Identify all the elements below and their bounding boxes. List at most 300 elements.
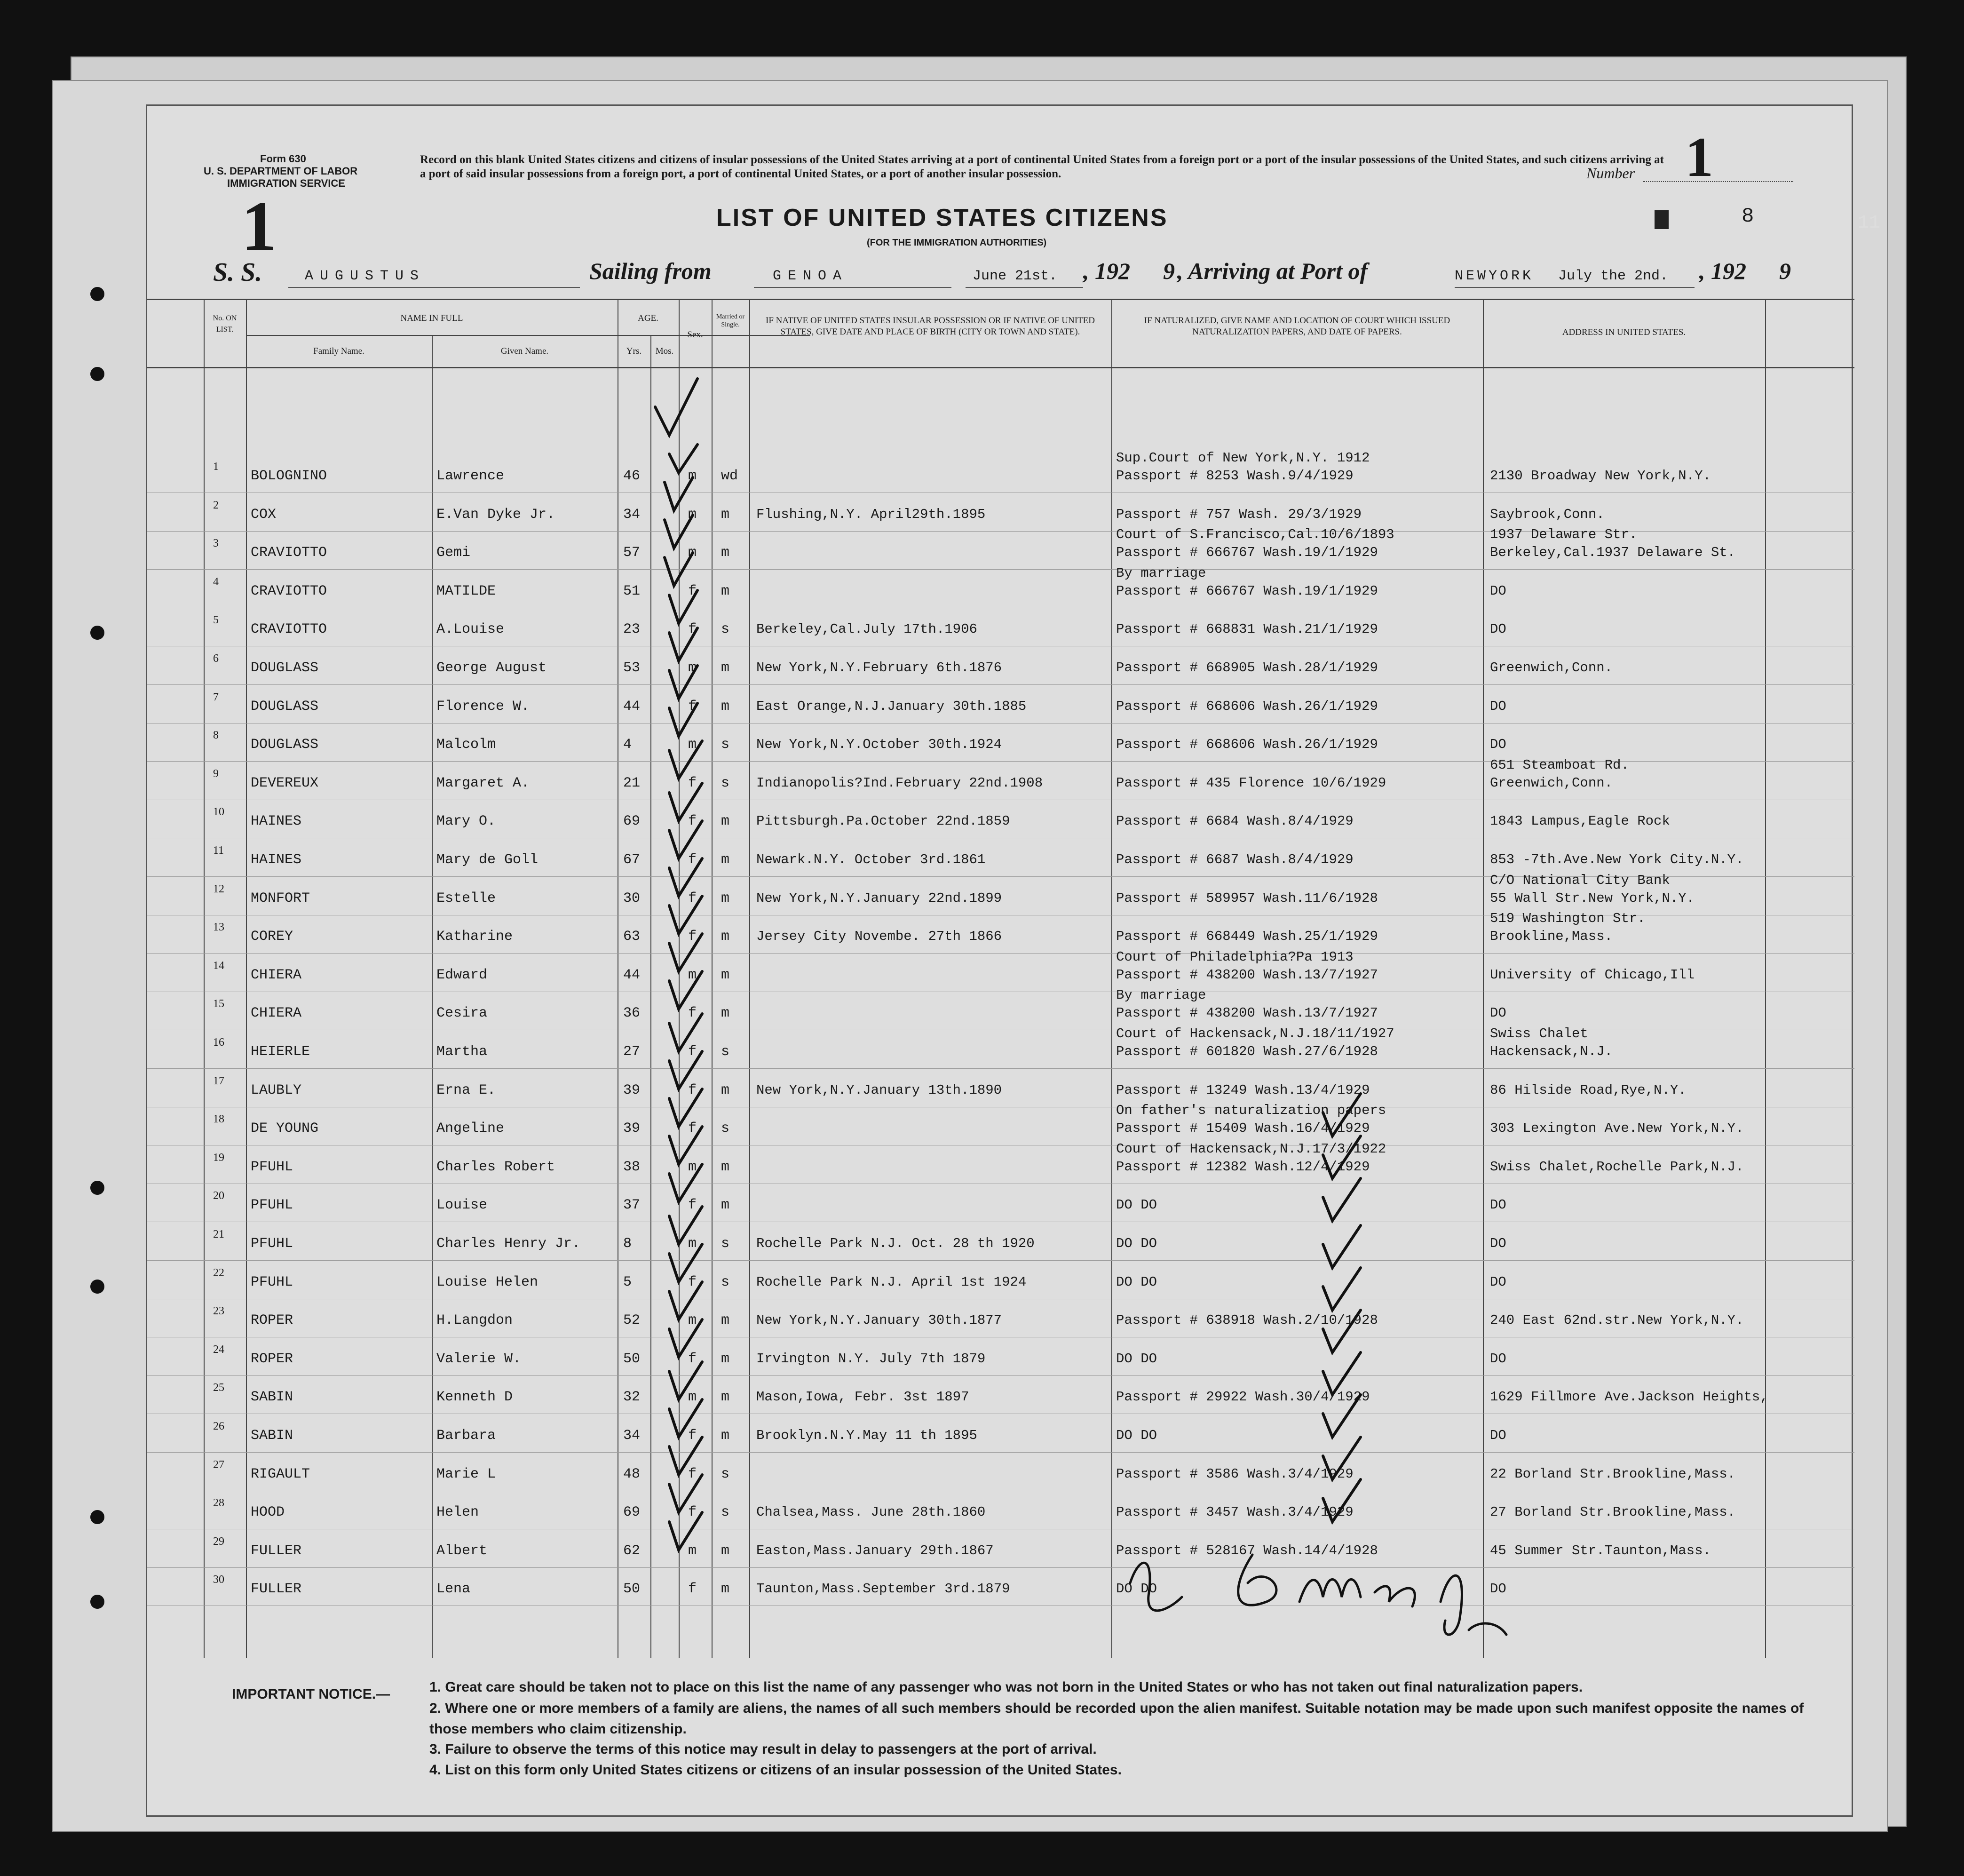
address-cell: Swiss Chalet,Rochelle Park,N.J. bbox=[1490, 1159, 1744, 1175]
marital-status-cell: s bbox=[721, 1044, 730, 1060]
family-name-cell: ROPER bbox=[251, 1312, 293, 1329]
passport-cell: Passport # 29922 Wash.30/4/1929 bbox=[1116, 1389, 1370, 1405]
sex-cell: f bbox=[688, 1274, 697, 1290]
address-cell: 303 Lexington Ave.New York,N.Y. bbox=[1490, 1121, 1744, 1137]
age-years-cell: 34 bbox=[623, 506, 641, 523]
address-line-1-cell: Swiss Chalet bbox=[1490, 1026, 1588, 1041]
marital-status-cell: m bbox=[721, 890, 730, 906]
passport-cell: Passport # 438200 Wash.13/7/1927 bbox=[1116, 967, 1378, 983]
depart-date-line bbox=[966, 287, 1083, 288]
birth-place-date-cell: East Orange,N.J.January 30th.1885 bbox=[756, 698, 1027, 714]
birth-place-date-cell: Rochelle Park N.J. April 1st 1924 bbox=[756, 1274, 1027, 1290]
sex-cell: m bbox=[688, 737, 697, 753]
sex-cell: f bbox=[688, 929, 697, 945]
address-cell: 27 Borland Str.Brookline,Mass. bbox=[1490, 1504, 1736, 1520]
birth-place-date-cell: Pittsburgh.Pa.October 22nd.1859 bbox=[756, 813, 1010, 829]
table-row bbox=[147, 565, 1854, 608]
list-number-cell: 26 bbox=[213, 1420, 224, 1432]
given-name-cell: Erna E. bbox=[436, 1082, 496, 1098]
binder-hole bbox=[90, 1595, 104, 1609]
arrive-year-prefix: , 192 bbox=[1699, 258, 1746, 284]
number-line bbox=[1643, 181, 1793, 182]
passport-cell: Passport # 438200 Wash.13/7/1927 bbox=[1116, 1005, 1378, 1021]
marital-status-cell: s bbox=[721, 1466, 730, 1482]
passport-cell: Passport # 638918 Wash.2/10/1928 bbox=[1116, 1312, 1378, 1328]
birth-place-date-cell: New York,N.Y.January 30th.1877 bbox=[756, 1312, 1002, 1328]
birth-place-date-cell: Taunton,Mass.September 3rd.1879 bbox=[756, 1581, 1010, 1597]
age-years-cell: 4 bbox=[623, 737, 632, 753]
sex-cell: f bbox=[688, 1504, 697, 1521]
sex-cell: m bbox=[688, 506, 697, 523]
family-name-cell: HEIERLE bbox=[251, 1044, 310, 1060]
age-years-cell: 27 bbox=[623, 1044, 641, 1060]
family-name-cell: CHIERA bbox=[251, 967, 302, 983]
list-number-cell: 16 bbox=[213, 1036, 224, 1049]
naturalization-court-cell: Court of Hackensack,N.J.17/3/1922 bbox=[1116, 1141, 1386, 1157]
table-row bbox=[147, 1103, 1854, 1145]
family-name-cell: HAINES bbox=[251, 813, 302, 830]
marital-status-cell: s bbox=[721, 1236, 730, 1252]
list-number-cell: 15 bbox=[213, 998, 224, 1010]
table-row bbox=[147, 646, 1854, 684]
ship-name: AUGUSTUS bbox=[305, 268, 426, 284]
list-number-cell: 25 bbox=[213, 1382, 224, 1394]
department: U. S. DEPARTMENT OF LABOR bbox=[204, 165, 358, 177]
age-years-cell: 8 bbox=[623, 1236, 632, 1252]
age-years-cell: 44 bbox=[623, 698, 641, 715]
page-title: LIST OF UNITED STATES CITIZENS bbox=[716, 204, 1168, 231]
family-name-cell: LAUBLY bbox=[251, 1082, 302, 1098]
notice-item-2: 2. Where one or more members of a family are aliens, the names of all such members should be recorded upon the alien manifest. Suitable notation may be made upon such manifest opposite the names of those members who claim citizenship. bbox=[429, 1701, 1804, 1737]
naturalization-court-cell: Court of S.Francisco,Cal.10/6/1893 bbox=[1116, 527, 1394, 543]
naturalization-court-cell: Court of Philadelphia?Pa 1913 bbox=[1116, 949, 1354, 965]
address-cell: DO bbox=[1490, 698, 1506, 714]
given-name-cell: Martha bbox=[436, 1044, 488, 1060]
birth-place-date-cell: New York,N.Y.January 13th.1890 bbox=[756, 1082, 1002, 1098]
birth-place-date-cell: Rochelle Park N.J. Oct. 28 th 1920 bbox=[756, 1236, 1035, 1251]
passport-cell: Passport # 668905 Wash.28/1/1929 bbox=[1116, 660, 1378, 676]
age-years-cell: 36 bbox=[623, 1005, 641, 1022]
marital-status-cell: s bbox=[721, 775, 730, 791]
address-cell: DO bbox=[1490, 1351, 1506, 1367]
address-cell: 853 -7th.Ave.New York City.N.Y. bbox=[1490, 852, 1744, 867]
marital-status-cell: m bbox=[721, 506, 730, 523]
sex-cell: f bbox=[688, 1044, 697, 1060]
list-number-cell: 3 bbox=[213, 537, 219, 550]
sex-cell: m bbox=[688, 468, 697, 484]
address-cell: 55 Wall Str.New York,N.Y. bbox=[1490, 890, 1695, 906]
sex-cell: f bbox=[688, 1197, 697, 1214]
address-cell: University of Chicago,Ill bbox=[1490, 967, 1695, 983]
age-years-cell: 57 bbox=[623, 545, 641, 561]
number-value: 1 bbox=[1685, 126, 1713, 188]
ss-label: S. S. bbox=[213, 258, 262, 287]
given-name-cell: Estelle bbox=[436, 890, 496, 906]
passport-cell: DO DO bbox=[1116, 1236, 1157, 1251]
sex-cell: m bbox=[688, 1542, 697, 1559]
given-name-cell: Angeline bbox=[436, 1121, 505, 1137]
sex-cell: f bbox=[688, 621, 697, 638]
sex-cell: f bbox=[688, 1581, 697, 1598]
age-years-cell: 50 bbox=[623, 1351, 641, 1367]
marital-status-cell: s bbox=[721, 621, 730, 638]
address-cell: DO bbox=[1490, 1581, 1506, 1597]
table-row bbox=[147, 1529, 1854, 1567]
birth-place-date-cell: New York,N.Y.January 22nd.1899 bbox=[756, 890, 1002, 906]
table-row bbox=[147, 684, 1854, 723]
passport-cell: Passport # 6687 Wash.8/4/1929 bbox=[1116, 852, 1354, 867]
age-years-cell: 46 bbox=[623, 468, 641, 484]
binder-hole bbox=[90, 1181, 104, 1195]
list-number-cell: 19 bbox=[213, 1151, 224, 1164]
age-years-cell: 69 bbox=[623, 813, 641, 830]
sex-cell: m bbox=[688, 660, 697, 676]
address-cell: 1843 Lampus,Eagle Rock bbox=[1490, 813, 1670, 829]
passport-cell: DO DO bbox=[1116, 1197, 1157, 1213]
given-name-cell: E.Van Dyke Jr. bbox=[436, 506, 555, 523]
header-age: AGE. bbox=[638, 313, 658, 323]
birth-place-date-cell: Brooklyn.N.Y.May 11 th 1895 bbox=[756, 1428, 977, 1443]
binder-hole bbox=[90, 1510, 104, 1524]
given-name-cell: Charles Robert bbox=[436, 1159, 555, 1175]
birth-place-date-cell: New York,N.Y.October 30th.1924 bbox=[756, 737, 1002, 753]
given-name-cell: Barbara bbox=[436, 1428, 496, 1444]
list-number-cell: 17 bbox=[213, 1074, 224, 1087]
family-name-cell: PFUHL bbox=[251, 1197, 293, 1214]
age-years-cell: 21 bbox=[623, 775, 641, 791]
list-number-cell: 7 bbox=[213, 691, 219, 703]
sex-cell: f bbox=[688, 1005, 697, 1022]
address-cell: 2130 Broadway New York,N.Y. bbox=[1490, 468, 1711, 484]
list-number-cell: 6 bbox=[213, 652, 219, 665]
form-number: Form 630 bbox=[260, 153, 306, 165]
birth-place-date-cell: Easton,Mass.January 29th.1867 bbox=[756, 1542, 994, 1558]
marital-status-cell: m bbox=[721, 929, 730, 945]
sex-cell: f bbox=[688, 890, 697, 906]
list-number-cell: 10 bbox=[213, 806, 224, 819]
passport-cell: Passport # 666767 Wash.19/1/1929 bbox=[1116, 583, 1378, 599]
list-number-cell: 24 bbox=[213, 1343, 224, 1356]
family-name-cell: DE YOUNG bbox=[251, 1121, 319, 1137]
list-number-cell: 8 bbox=[213, 729, 219, 742]
list-number-cell: 13 bbox=[213, 921, 224, 934]
address-cell: DO bbox=[1490, 1236, 1506, 1251]
passport-cell: Passport # 668606 Wash.26/1/1929 bbox=[1116, 698, 1378, 714]
list-number-cell: 21 bbox=[213, 1228, 224, 1240]
age-years-cell: 39 bbox=[623, 1082, 641, 1098]
table-row bbox=[147, 493, 1854, 531]
passport-cell: Passport # 6684 Wash.8/4/1929 bbox=[1116, 813, 1354, 829]
given-name-cell: Helen bbox=[436, 1504, 479, 1521]
passport-cell: DO DO bbox=[1116, 1351, 1157, 1367]
family-name-cell: CHIERA bbox=[251, 1005, 302, 1022]
table-row bbox=[147, 1141, 1854, 1184]
naturalization-court-cell: Sup.Court of New York,N.Y. 1912 bbox=[1116, 450, 1370, 466]
family-name-cell: DOUGLASS bbox=[251, 660, 319, 676]
passport-cell: Passport # 668831 Wash.21/1/1929 bbox=[1116, 621, 1378, 637]
family-name-cell: FULLER bbox=[251, 1581, 302, 1598]
marital-status-cell: m bbox=[721, 1312, 730, 1329]
passport-cell: Passport # 435 Florence 10/6/1929 bbox=[1116, 775, 1386, 791]
birth-place-date-cell: Jersey City Novembe. 27th 1866 bbox=[756, 929, 1002, 945]
passport-cell: Passport # 666767 Wash.19/1/1929 bbox=[1116, 545, 1378, 561]
header-mos: Mos. bbox=[655, 346, 674, 356]
corner-symbol bbox=[1655, 210, 1669, 229]
table-row bbox=[147, 1026, 1854, 1068]
birth-place-date-cell: New York,N.Y.February 6th.1876 bbox=[756, 660, 1002, 676]
age-years-cell: 37 bbox=[623, 1197, 641, 1214]
birth-place-date-cell: Newark.N.Y. October 3rd.1861 bbox=[756, 852, 986, 867]
passport-cell: Passport # 601820 Wash.27/6/1928 bbox=[1116, 1044, 1378, 1059]
marital-status-cell: m bbox=[721, 660, 730, 676]
address-cell: DO bbox=[1490, 1428, 1506, 1443]
address-cell: DO bbox=[1490, 1274, 1506, 1290]
given-name-cell: Malcolm bbox=[436, 737, 496, 753]
arriving-label: , Arriving at Port of bbox=[1177, 258, 1368, 284]
sex-cell: m bbox=[688, 545, 697, 561]
address-cell: DO bbox=[1490, 621, 1506, 637]
header-given-name: Given Name. bbox=[500, 346, 549, 356]
family-name-cell: CRAVIOTTO bbox=[251, 621, 327, 638]
port-from: GENOA bbox=[773, 268, 848, 284]
marital-status-cell: m bbox=[721, 852, 730, 868]
birth-place-date-cell: Mason,Iowa, Febr. 3st 1897 bbox=[756, 1389, 969, 1405]
sex-cell: m bbox=[688, 967, 697, 983]
address-cell: Berkeley,Cal.1937 Delaware St. bbox=[1490, 545, 1736, 561]
table-row bbox=[147, 450, 1854, 493]
address-cell: Brookline,Mass. bbox=[1490, 929, 1613, 945]
passport-cell: DO DO bbox=[1116, 1581, 1157, 1597]
table-row bbox=[147, 1183, 1854, 1222]
address-cell: Greenwich,Conn. bbox=[1490, 660, 1613, 676]
age-years-cell: 63 bbox=[623, 929, 641, 945]
given-name-cell: A.Louise bbox=[436, 621, 505, 638]
sex-cell: m bbox=[688, 1389, 697, 1406]
sex-cell: m bbox=[688, 1236, 697, 1252]
sex-cell: f bbox=[688, 698, 697, 715]
passport-cell: Passport # 12382 Wash.12/4/1929 bbox=[1116, 1159, 1370, 1175]
arrive-date: July the 2nd. bbox=[1558, 268, 1669, 284]
table-row bbox=[147, 757, 1854, 800]
list-number-cell: 20 bbox=[213, 1190, 224, 1202]
header-birth: IF NATIVE OF UNITED STATES INSULAR POSSESSION OR IF NATIVE OF UNITED STATES, GIVE DATE AND PLACE OF BIRTH (CITY OR TOWN AND STATE). bbox=[766, 316, 1095, 337]
list-number-cell: 30 bbox=[213, 1574, 224, 1586]
given-name-cell: Katharine bbox=[436, 929, 513, 945]
table-row bbox=[147, 799, 1854, 838]
passport-cell: Passport # 3586 Wash.3/4/1929 bbox=[1116, 1466, 1354, 1482]
manifest-page bbox=[146, 104, 1853, 1817]
depart-year: 9 bbox=[1163, 258, 1175, 284]
table-row bbox=[147, 1337, 1854, 1375]
list-number: 1 bbox=[241, 187, 277, 265]
table-row bbox=[147, 872, 1854, 915]
given-name-cell: Albert bbox=[436, 1542, 488, 1559]
table-row bbox=[147, 1452, 1854, 1491]
age-years-cell: 67 bbox=[623, 852, 641, 868]
given-name-cell: Margaret A. bbox=[436, 775, 530, 791]
passport-cell: DO DO bbox=[1116, 1274, 1157, 1290]
arrive-line bbox=[1455, 287, 1695, 288]
given-name-cell: Cesira bbox=[436, 1005, 488, 1022]
marital-status-cell: m bbox=[721, 1581, 730, 1598]
port-to: NEWYORK bbox=[1455, 268, 1534, 284]
given-name-cell: Lena bbox=[436, 1581, 471, 1598]
sex-cell: m bbox=[688, 1159, 697, 1175]
passport-cell: Passport # 668449 Wash.25/1/1929 bbox=[1116, 929, 1378, 945]
address-line-1-cell: 1937 Delaware Str. bbox=[1490, 527, 1638, 543]
family-name-cell: DOUGLASS bbox=[251, 737, 319, 753]
binder-hole bbox=[90, 287, 104, 301]
marital-status-cell: s bbox=[721, 1274, 730, 1290]
sex-cell: f bbox=[688, 1428, 697, 1444]
list-number-cell: 27 bbox=[213, 1458, 224, 1471]
age-years-cell: 30 bbox=[623, 890, 641, 906]
notice-item-4: 4. List on this form only United States citizens or citizens of an insular possession of the United States. bbox=[429, 1762, 1122, 1778]
passport-cell: Passport # 13249 Wash.13/4/1929 bbox=[1116, 1082, 1370, 1098]
age-years-cell: 52 bbox=[623, 1312, 641, 1329]
page-stamp: 11 bbox=[1858, 213, 1881, 234]
table-row bbox=[147, 1490, 1854, 1529]
address-cell: DO bbox=[1490, 737, 1506, 753]
marital-status-cell: m bbox=[721, 813, 730, 830]
passport-cell: Passport # 589957 Wash.11/6/1928 bbox=[1116, 890, 1378, 906]
age-years-cell: 62 bbox=[623, 1542, 641, 1559]
address-cell: Greenwich,Conn. bbox=[1490, 775, 1613, 791]
table-row bbox=[147, 949, 1854, 992]
inspector-signature bbox=[1111, 1526, 1535, 1677]
marital-status-cell: m bbox=[721, 698, 730, 715]
family-name-cell: BOLOGNINO bbox=[251, 468, 327, 484]
given-name-cell: Marie L bbox=[436, 1466, 496, 1482]
marital-status-cell: m bbox=[721, 1351, 730, 1367]
passport-cell: Passport # 757 Wash. 29/3/1929 bbox=[1116, 506, 1362, 522]
given-name-cell: MATILDE bbox=[436, 583, 496, 599]
header-list-no: No. ON LIST. bbox=[213, 314, 237, 334]
address-line-1-cell: 519 Washington Str. bbox=[1490, 911, 1646, 927]
sex-cell: f bbox=[688, 1466, 697, 1482]
header-mid-border bbox=[246, 335, 810, 336]
marital-status-cell: m bbox=[721, 1005, 730, 1022]
header-family-name: Family Name. bbox=[313, 346, 364, 356]
family-name-cell: COX bbox=[251, 506, 277, 523]
address-cell: 1629 Fillmore Ave.Jackson Heights, bbox=[1490, 1389, 1768, 1405]
table-row bbox=[147, 1068, 1854, 1107]
given-name-cell: Edward bbox=[436, 967, 488, 983]
list-number-cell: 22 bbox=[213, 1266, 224, 1279]
naturalization-court-cell: By marriage bbox=[1116, 987, 1206, 1003]
arrive-year: 9 bbox=[1779, 258, 1791, 284]
list-number-cell: 5 bbox=[213, 614, 219, 627]
sex-cell: f bbox=[688, 813, 697, 830]
age-years-cell: 39 bbox=[623, 1121, 641, 1137]
family-name-cell: DOUGLASS bbox=[251, 698, 319, 715]
given-name-cell: Kenneth D bbox=[436, 1389, 513, 1406]
address-cell: Saybrook,Conn. bbox=[1490, 506, 1605, 522]
corner-mark: 8 bbox=[1742, 205, 1754, 228]
birth-place-date-cell: Chalsea,Mass. June 28th.1860 bbox=[756, 1504, 986, 1520]
family-name-cell: COREY bbox=[251, 929, 293, 945]
marital-status-cell: m bbox=[721, 583, 730, 599]
list-number-cell: 4 bbox=[213, 575, 219, 588]
passport-cell: DO DO bbox=[1116, 1428, 1157, 1443]
address-cell: 45 Summer Str.Taunton,Mass. bbox=[1490, 1542, 1711, 1558]
address-cell: DO bbox=[1490, 1005, 1506, 1021]
address-cell: Hackensack,N.J. bbox=[1490, 1044, 1613, 1059]
port-from-line bbox=[754, 287, 951, 288]
age-years-cell: 32 bbox=[623, 1389, 641, 1406]
address-cell: 240 East 62nd.str.New York,N.Y. bbox=[1490, 1312, 1744, 1328]
list-number-cell: 11 bbox=[213, 844, 224, 857]
given-name-cell: Charles Henry Jr. bbox=[436, 1236, 581, 1252]
birth-place-date-cell: Flushing,N.Y. April29th.1895 bbox=[756, 506, 986, 522]
passport-cell: Passport # 15409 Wash.16/4/1929 bbox=[1116, 1121, 1370, 1137]
age-years-cell: 50 bbox=[623, 1581, 641, 1598]
header-name-in-full: NAME IN FULL bbox=[400, 313, 463, 323]
list-number-cell: 28 bbox=[213, 1497, 224, 1510]
table-row bbox=[147, 723, 1854, 761]
given-name-cell: Florence W. bbox=[436, 698, 530, 715]
list-number-cell: 2 bbox=[213, 499, 219, 511]
family-name-cell: RIGAULT bbox=[251, 1466, 310, 1482]
sailing-label: Sailing from bbox=[589, 258, 712, 284]
sex-cell: m bbox=[688, 1312, 697, 1329]
table-row bbox=[147, 1414, 1854, 1452]
form-instructions: Record on this blank United States citizens and citizens of insular possessions of the United States arriving at a port of continental United States from a foreign port or a port of the insular possessions of the United States, and such citizens arriving at a port of said insular possessions from a foreign port, a port of continental United States, or a port of another insular possession. bbox=[420, 153, 1664, 180]
notice-item-1: 1. Great care should be taken not to place on this list the name of any passenger who was not born in the United States or who has not taken out final naturalization papers. bbox=[429, 1679, 1583, 1695]
list-number-cell: 29 bbox=[213, 1535, 224, 1548]
given-name-cell: Mary de Goll bbox=[436, 852, 539, 868]
address-cell: DO bbox=[1490, 1197, 1506, 1213]
age-years-cell: 44 bbox=[623, 967, 641, 983]
passport-cell: Passport # 8253 Wash.9/4/1929 bbox=[1116, 468, 1354, 484]
address-cell: 86 Hilside Road,Rye,N.Y. bbox=[1490, 1082, 1687, 1098]
binder-hole bbox=[90, 367, 104, 381]
header-naturalized: IF NATURALIZED, GIVE NAME AND LOCATION OF COURT WHICH ISSUED NATURALIZATION PAPERS, AND DATE OF PAPERS. bbox=[1144, 316, 1450, 337]
marital-status-cell: s bbox=[721, 1121, 730, 1137]
family-name-cell: PFUHL bbox=[251, 1236, 293, 1252]
family-name-cell: HOOD bbox=[251, 1504, 285, 1521]
family-name-cell: DEVEREUX bbox=[251, 775, 319, 791]
sex-cell: f bbox=[688, 1121, 697, 1137]
age-years-cell: 53 bbox=[623, 660, 641, 676]
marital-status-cell: s bbox=[721, 737, 730, 753]
sex-cell: f bbox=[688, 1351, 697, 1367]
given-name-cell: Louise bbox=[436, 1197, 488, 1214]
naturalization-court-cell: By marriage bbox=[1116, 565, 1206, 581]
address-cell: DO bbox=[1490, 583, 1506, 599]
given-name-cell: Mary O. bbox=[436, 813, 496, 830]
family-name-cell: ROPER bbox=[251, 1351, 293, 1367]
age-years-cell: 34 bbox=[623, 1428, 641, 1444]
sex-cell: f bbox=[688, 583, 697, 599]
marital-status-cell: m bbox=[721, 1542, 730, 1559]
family-name-cell: HAINES bbox=[251, 852, 302, 868]
age-years-cell: 5 bbox=[623, 1274, 632, 1290]
sex-cell: f bbox=[688, 852, 697, 868]
passport-cell: Passport # 668606 Wash.26/1/1929 bbox=[1116, 737, 1378, 753]
list-number-cell: 12 bbox=[213, 882, 224, 895]
address-cell: 22 Borland Str.Brookline,Mass. bbox=[1490, 1466, 1736, 1482]
passport-cell: Passport # 3457 Wash.3/4/1929 bbox=[1116, 1504, 1354, 1520]
ship-line bbox=[288, 287, 580, 288]
family-name-cell: MONFORT bbox=[251, 890, 310, 906]
table-row bbox=[147, 527, 1854, 569]
service: IMMIGRATION SERVICE bbox=[227, 177, 345, 189]
given-name-cell: George August bbox=[436, 660, 547, 676]
table-row bbox=[147, 607, 1854, 646]
year-prefix: , 192 bbox=[1083, 258, 1130, 284]
marital-status-cell: m bbox=[721, 1159, 730, 1175]
